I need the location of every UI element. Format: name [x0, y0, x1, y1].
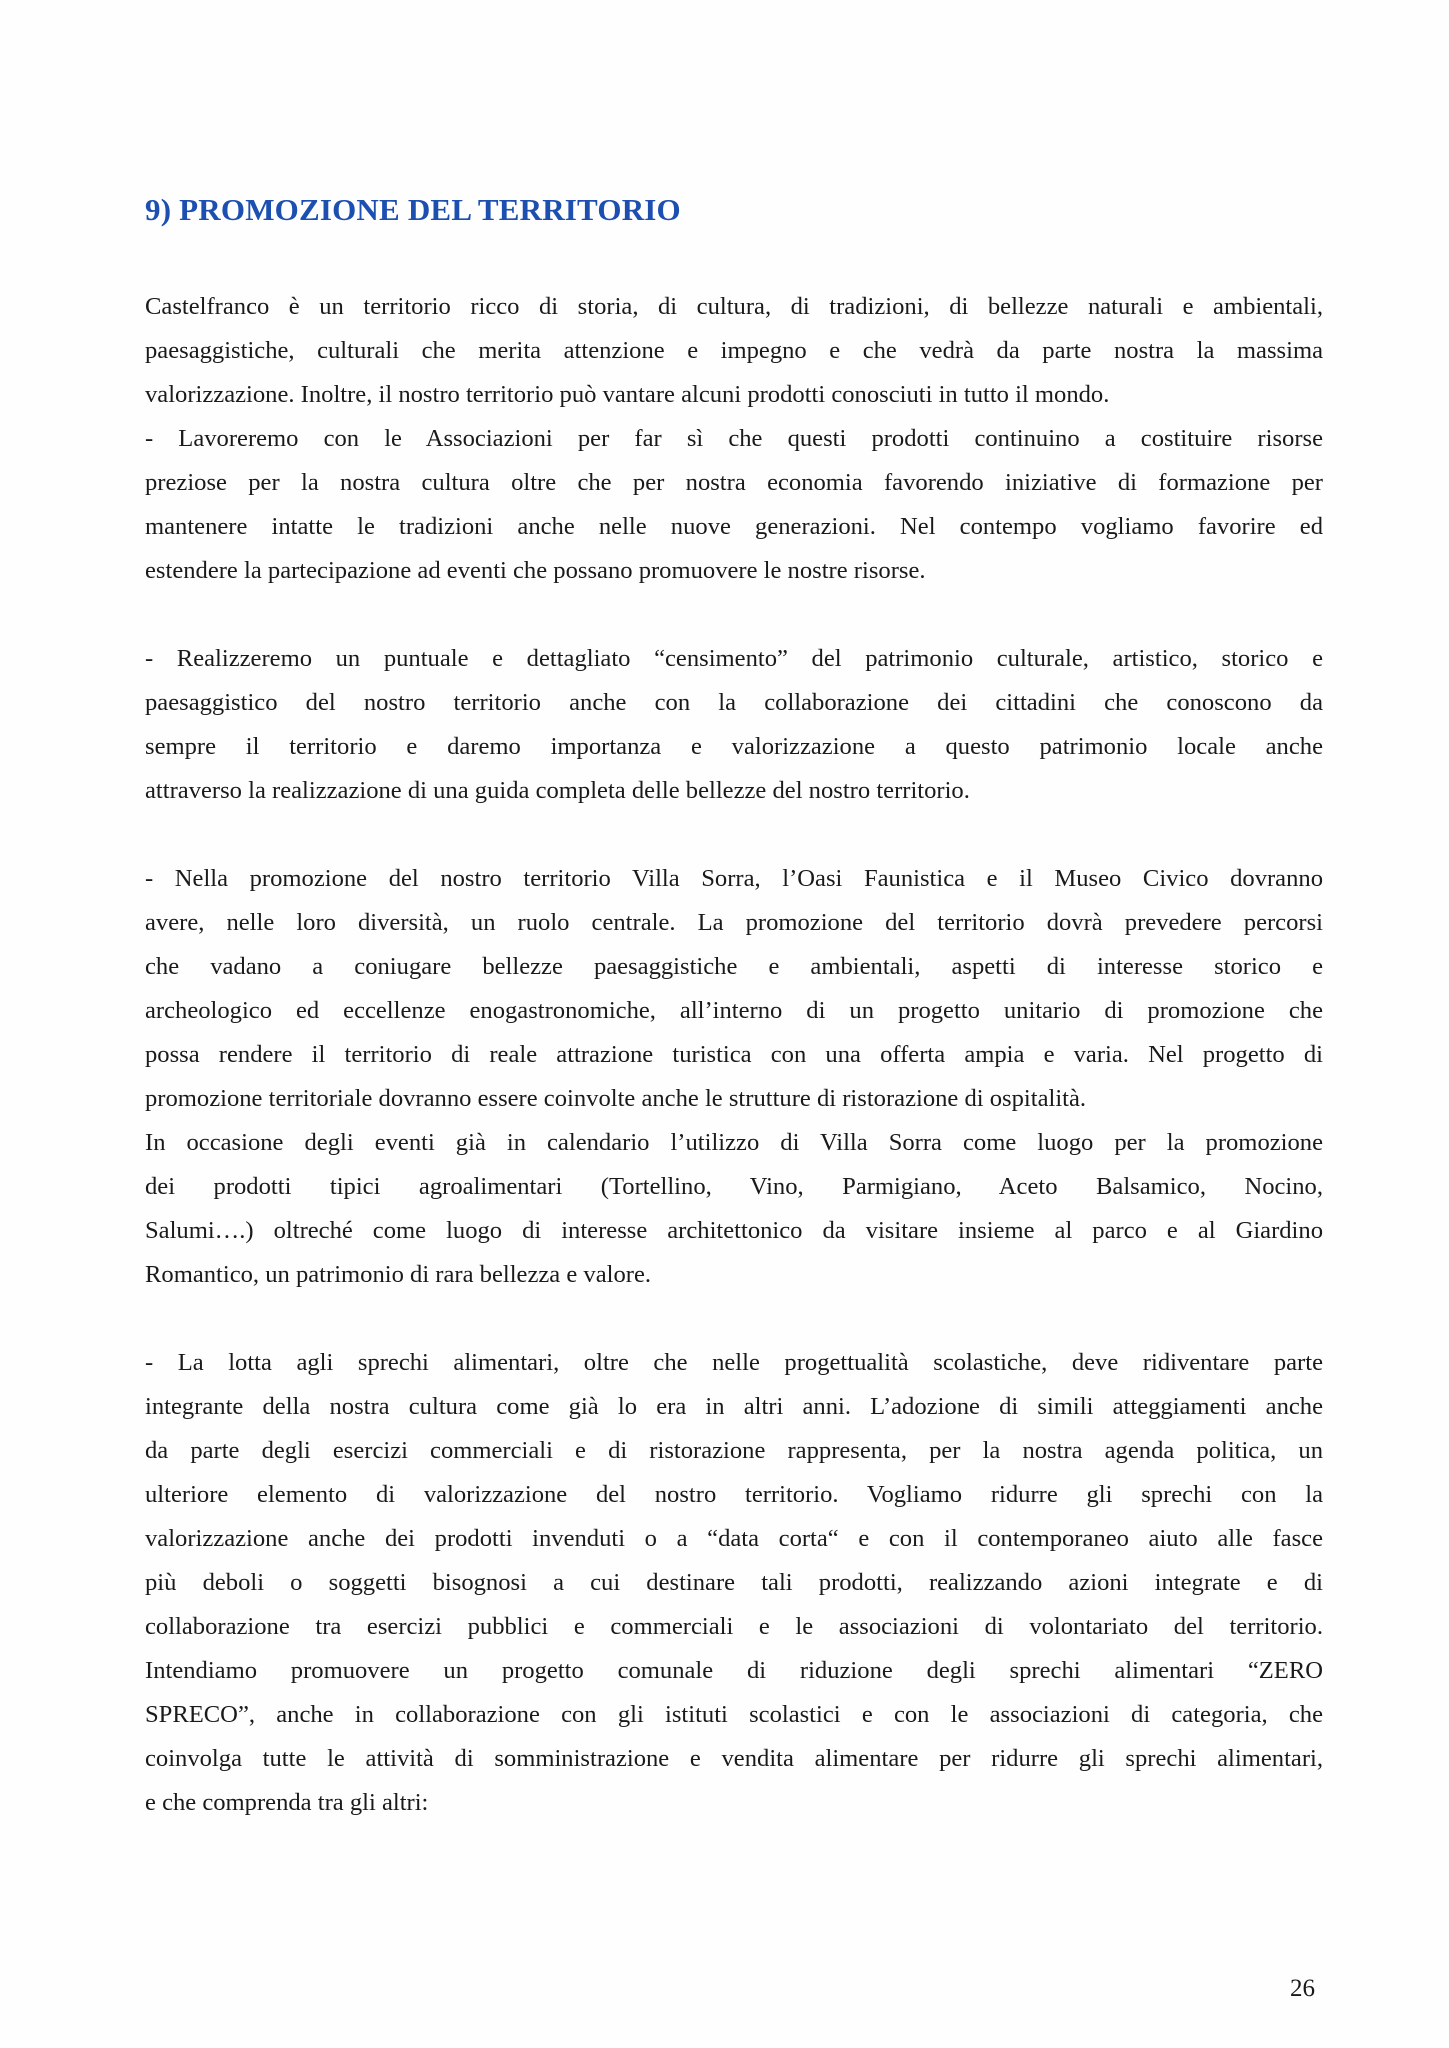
text-line: sempre il territorio e daremo importanza e valorizzazione a questo patrimonio locale anche	[145, 733, 1323, 760]
text-line: Castelfranco è un territorio ricco di storia, di cultura, di tradizioni, di bellezze naturali e ambientali,	[145, 293, 1323, 320]
text-line: Intendiamo promuovere un progetto comunale di riduzione degli sprechi alimentari “ZERO	[145, 1657, 1323, 1684]
text-line: e che comprenda tra gli altri:	[145, 1789, 429, 1816]
text-line: - Realizzeremo un puntuale e dettagliato “censimento” del patrimonio culturale, artistico, storico e	[145, 645, 1323, 672]
text-line: paesaggistico del nostro territorio anche con la collaborazione dei cittadini che conoscono da	[145, 689, 1323, 716]
text-line: estendere la partecipazione ad eventi che possano promuovere le nostre risorse.	[145, 557, 926, 584]
text-line: valorizzazione. Inoltre, il nostro territorio può vantare alcuni prodotti conosciuti in tutto il mondo.	[145, 381, 1110, 408]
page-number: 26	[1290, 1975, 1315, 2002]
text-line: integrante della nostra cultura come già lo era in altri anni. L’adozione di simili atteggiamenti anche	[145, 1393, 1323, 1420]
text-line: attraverso la realizzazione di una guida completa delle bellezze del nostro territorio.	[145, 777, 970, 804]
text-line: - Lavoreremo con le Associazioni per far sì che questi prodotti continuino a costituire risorse	[145, 425, 1323, 452]
paragraph-eventi	[145, 1121, 1323, 1297]
text-line: collaborazione tra esercizi pubblici e commerciali e le associazioni di volontariato del territorio.	[145, 1613, 1323, 1640]
text-line: coinvolga tutte le attività di somministrazione e vendita alimentare per ridurre gli sprechi alimentari,	[145, 1745, 1323, 1772]
text-line: Salumi….) oltreché come luogo di interesse architettonico da visitare insieme al parco e al Giardino	[145, 1217, 1323, 1244]
text-line: più deboli o soggetti bisognosi a cui destinare tali prodotti, realizzando azioni integrate e di	[145, 1569, 1323, 1596]
text-line: - Nella promozione del nostro territorio Villa Sorra, l’Oasi Faunistica e il Museo Civico dovranno	[145, 865, 1323, 892]
section-heading: 9) PROMOZIONE DEL TERRITORIO	[145, 192, 681, 227]
text-line: archeologico ed eccellenze enogastronomiche, all’interno di un progetto unitario di promozione che	[145, 997, 1323, 1024]
text-line: preziose per la nostra cultura oltre che per nostra economia favorendo iniziative di formazione per	[145, 469, 1323, 496]
document-body	[145, 285, 1323, 1825]
text-line: avere, nelle loro diversità, un ruolo centrale. La promozione del territorio dovrà prevedere percorsi	[145, 909, 1323, 936]
text-line: mantenere intatte le tradizioni anche nelle nuove generazioni. Nel contempo vogliamo favorire ed	[145, 513, 1323, 540]
text-line: promozione territoriale dovranno essere coinvolte anche le strutture di ristorazione di ospitalità.	[145, 1085, 1087, 1112]
text-line: paesaggistiche, culturali che merita attenzione e impegno e che vedrà da parte nostra la massima	[145, 337, 1323, 364]
text-line: - La lotta agli sprechi alimentari, oltre che nelle progettualità scolastiche, deve ridiventare parte	[145, 1349, 1323, 1376]
text-line: che vadano a coniugare bellezze paesaggistiche e ambientali, aspetti di interesse storico e	[145, 953, 1323, 980]
text-line: In occasione degli eventi già in calendario l’utilizzo di Villa Sorra come luogo per la promozione	[145, 1129, 1323, 1156]
text-line: possa rendere il territorio di reale attrazione turistica con una offerta ampia e varia. Nel progetto di	[145, 1041, 1323, 1068]
text-line: Romantico, un patrimonio di rara bellezza e valore.	[145, 1261, 652, 1288]
paragraph-intro	[145, 285, 1323, 417]
text-line: valorizzazione anche dei prodotti invenduti o a “data corta“ e con il contemporaneo aiuto alle fasce	[145, 1525, 1323, 1552]
paragraph-villa-sorra	[145, 857, 1323, 1121]
text-line: ulteriore elemento di valorizzazione del nostro territorio. Vogliamo ridurre gli sprechi con la	[145, 1481, 1323, 1508]
text-line: da parte degli esercizi commerciali e di ristorazione rappresenta, per la nostra agenda politica, un	[145, 1437, 1323, 1464]
text-line: SPRECO”, anche in collaborazione con gli istituti scolastici e con le associazioni di categoria, che	[145, 1701, 1323, 1728]
paragraph-associazioni	[145, 417, 1323, 593]
paragraph-censimento	[145, 637, 1323, 813]
text-line: dei prodotti tipici agroalimentari (Tortellino, Vino, Parmigiano, Aceto Balsamico, Nocino,	[145, 1173, 1323, 1200]
paragraph-sprechi	[145, 1341, 1323, 1825]
